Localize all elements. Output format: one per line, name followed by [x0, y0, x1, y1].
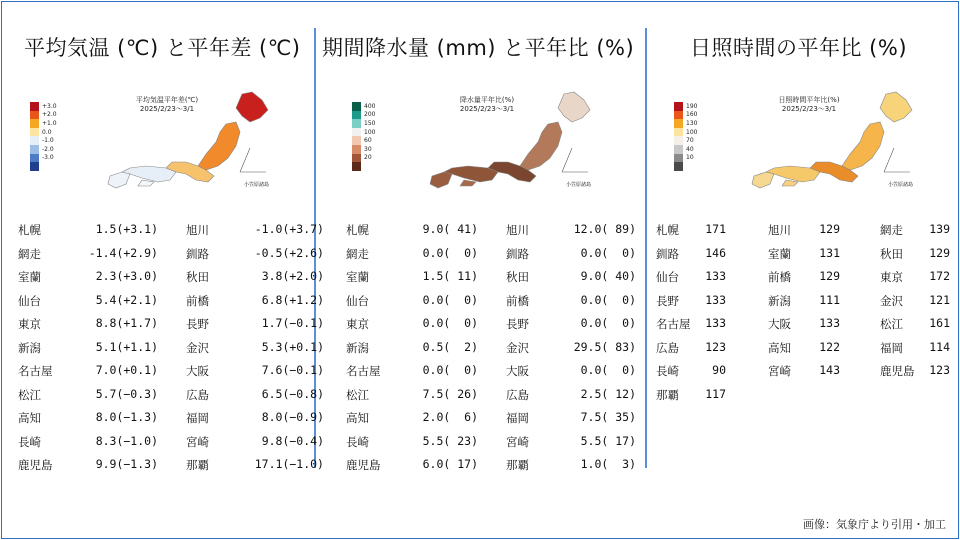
temperature-value: -0.5(+2.6) — [254, 245, 324, 260]
city-name: 長崎 — [18, 434, 41, 449]
sunshine-value: 122 — [819, 339, 840, 354]
city-name: 秋田 — [186, 270, 209, 284]
city-name: 名古屋 — [18, 364, 53, 378]
city-name: 福岡 — [186, 411, 209, 425]
precipitation-value: 2.5( 12) — [580, 386, 636, 401]
temperature-value: 6.8(+1.2) — [261, 292, 324, 307]
legend-item — [30, 154, 57, 163]
sunshine-value: 129 — [819, 269, 840, 283]
precipitation-map — [352, 88, 597, 200]
legend-label: 70 — [686, 137, 694, 145]
city-name: 鹿児島 — [18, 458, 53, 472]
sunshine-value: 114 — [929, 339, 950, 354]
temperature-value: 8.3(−1.0) — [95, 433, 158, 448]
legend-label: 30 — [364, 145, 372, 153]
legend-label: 0.0 — [42, 128, 52, 136]
legend-swatch — [352, 162, 361, 171]
temperature-map-period: 2025/2/23～3/1 — [139, 105, 195, 113]
sunshine-panel-title: 日照時間の平年比 (%) — [690, 36, 908, 60]
city-name: 広島 — [656, 340, 679, 355]
city-name: 松江 — [18, 387, 41, 402]
inset-divider — [240, 148, 266, 172]
legend-swatch — [674, 145, 683, 154]
legend-item — [352, 102, 375, 111]
city-name: 福岡 — [506, 411, 529, 425]
sunshine-value: 129 — [929, 245, 950, 260]
inset-label: 小笠原諸島 — [888, 182, 914, 188]
legend-swatch — [674, 119, 683, 128]
legend-swatch — [30, 119, 39, 128]
hokkaido-region — [880, 92, 912, 122]
legend-item — [30, 136, 57, 145]
legend-item — [30, 119, 57, 128]
legend-swatch — [674, 154, 683, 163]
temperature-value: 7.0(+0.1) — [95, 363, 158, 377]
hokkaido-region — [236, 92, 268, 122]
legend-swatch — [352, 145, 361, 154]
city-name: 東京 — [18, 317, 41, 331]
sunshine-map-title: 日照時間平年比(%) — [778, 96, 840, 104]
city-name: 新潟 — [346, 340, 369, 355]
legend-label: 20 — [364, 154, 372, 162]
sunshine-value: 123 — [929, 363, 950, 377]
city-name: 那覇 — [186, 458, 209, 472]
precipitation-map-title: 降水量平年比(%) — [459, 96, 515, 104]
city-name: 秋田 — [880, 246, 903, 261]
city-name: 仙台 — [346, 293, 369, 308]
legend-item — [674, 119, 697, 128]
city-name: 名古屋 — [346, 364, 381, 378]
city-name: 仙台 — [18, 293, 41, 308]
city-name: 新潟 — [768, 293, 791, 308]
legend-swatch — [30, 145, 39, 154]
legend-swatch — [30, 162, 39, 171]
city-name: 室蘭 — [18, 270, 41, 284]
legend-swatch — [30, 136, 39, 145]
sunshine-value: 111 — [819, 292, 840, 307]
city-name: 前橋 — [506, 293, 529, 308]
legend-swatch — [352, 102, 361, 111]
legend-swatch — [352, 136, 361, 145]
legend-item — [352, 128, 375, 137]
city-name: 大阪 — [186, 364, 209, 378]
precipitation-map-period: 2025/2/23～3/1 — [459, 105, 515, 113]
sunshine-value: 133 — [705, 269, 726, 283]
temperature-value: 8.0(−1.3) — [95, 410, 158, 424]
city-name: 旭川 — [768, 223, 791, 237]
sunshine-value: 161 — [929, 316, 950, 330]
city-name: 那覇 — [656, 387, 679, 402]
city-name: 長野 — [186, 317, 209, 331]
temperature-value: -1.4(+2.9) — [88, 245, 158, 260]
city-name: 札幌 — [656, 223, 679, 237]
temperature-value: 9.9(−1.3) — [95, 457, 158, 471]
temperature-value: 6.5(−0.8) — [261, 386, 324, 401]
legend-item — [352, 162, 375, 171]
sunshine-map — [674, 88, 919, 200]
legend-swatch — [352, 111, 361, 120]
sunshine-map-period: 2025/2/23～3/1 — [781, 105, 837, 113]
legend-label: -2.0 — [42, 145, 54, 153]
sunshine-value: 139 — [929, 222, 950, 236]
city-name: 前橋 — [186, 293, 209, 308]
legend-swatch — [674, 128, 683, 137]
city-name: 長野 — [656, 293, 679, 308]
sunshine-value: 131 — [819, 245, 840, 260]
legend-swatch — [352, 154, 361, 163]
tohoku-region — [842, 122, 884, 170]
city-name: 宮崎 — [768, 364, 791, 378]
city-name: 長崎 — [656, 364, 679, 378]
precipitation-value: 0.0( 0) — [422, 245, 478, 260]
sunshine-value: 123 — [705, 339, 726, 354]
tohoku-region — [198, 122, 240, 170]
precipitation-value: 0.0( 0) — [422, 363, 478, 377]
legend-label: -3.0 — [42, 154, 54, 162]
city-name: 金沢 — [880, 293, 903, 308]
city-name: 前橋 — [768, 270, 791, 284]
precipitation-value: 7.5( 26) — [422, 386, 478, 401]
temperature-value: 17.1(−1.0) — [254, 457, 324, 471]
precipitation-value: 5.5( 23) — [422, 433, 478, 448]
legend-item — [352, 111, 375, 120]
inset-divider — [884, 148, 910, 172]
sunshine-value: 133 — [705, 316, 726, 330]
city-name: 金沢 — [506, 340, 529, 355]
legend-item — [30, 162, 57, 171]
temperature-map-legend — [30, 102, 57, 171]
legend-item — [30, 111, 57, 120]
temperature-value: 3.8(+2.0) — [261, 269, 324, 283]
city-name: 網走 — [18, 246, 41, 261]
temperature-value: 8.8(+1.7) — [95, 316, 158, 330]
legend-item — [352, 136, 375, 145]
city-name: 高知 — [768, 340, 791, 355]
legend-swatch — [352, 119, 361, 128]
city-name: 宮崎 — [186, 434, 209, 449]
temperature-value: 5.1(+1.1) — [95, 339, 158, 354]
legend-label: -1.0 — [42, 137, 54, 145]
sunshine-value: 121 — [929, 292, 950, 307]
legend-swatch — [352, 128, 361, 137]
city-name: 札幌 — [18, 223, 41, 237]
legend-label: 150 — [364, 119, 376, 127]
legend-label: 60 — [364, 137, 372, 145]
precipitation-value: 0.0( 0) — [580, 292, 636, 307]
precipitation-value: 5.5( 17) — [580, 433, 636, 448]
legend-item — [674, 128, 697, 137]
legend-item — [674, 154, 697, 163]
temperature-value: 5.3(+0.1) — [261, 339, 324, 354]
temperature-value: 1.7(−0.1) — [261, 316, 324, 330]
legend-swatch — [30, 128, 39, 137]
sunshine-value: 133 — [819, 316, 840, 330]
legend-swatch — [674, 111, 683, 120]
legend-label: 100 — [686, 128, 698, 136]
city-name: 広島 — [186, 387, 209, 402]
legend-label: +3.0 — [42, 102, 57, 110]
precipitation-value: 1.0( 3) — [580, 457, 636, 471]
city-name: 長野 — [506, 317, 529, 331]
temperature-value: 5.7(−0.3) — [95, 386, 158, 401]
kyushu-region — [430, 172, 452, 188]
legend-label: 160 — [686, 111, 698, 119]
city-name: 高知 — [346, 411, 369, 425]
sunshine-value: 172 — [929, 269, 950, 283]
city-name: 松江 — [346, 387, 369, 402]
city-name: 高知 — [18, 411, 41, 425]
city-name: 網走 — [880, 223, 903, 237]
legend-label: 100 — [364, 128, 376, 136]
city-name: 釧路 — [656, 246, 679, 261]
legend-swatch — [30, 111, 39, 120]
city-name: 網走 — [346, 246, 369, 261]
city-name: 釧路 — [186, 246, 209, 261]
precipitation-value: 0.0( 0) — [580, 363, 636, 377]
legend-label: 10 — [686, 154, 694, 162]
city-name: 福岡 — [880, 340, 903, 355]
precipitation-value: 29.5( 83) — [573, 339, 636, 354]
precipitation-panel-title: 期間降水量 (mm) と平年比 (%) — [322, 36, 635, 60]
precipitation-value: 0.5( 2) — [422, 339, 478, 354]
temperature-value: 5.4(+2.1) — [95, 292, 158, 307]
legend-label: 130 — [686, 119, 698, 127]
temperature-value: 8.0(−0.9) — [261, 410, 324, 424]
city-name: 室蘭 — [768, 246, 791, 261]
precipitation-value: 2.0( 6) — [422, 410, 478, 424]
legend-item — [352, 119, 375, 128]
legend-item — [30, 102, 57, 111]
shikoku-region — [460, 180, 476, 186]
hokkaido-region — [558, 92, 590, 122]
precipitation-value: 0.0( 0) — [580, 245, 636, 260]
legend-item — [352, 145, 375, 154]
temperature-value: 9.8(−0.4) — [261, 433, 324, 448]
legend-item — [674, 145, 697, 154]
city-name: 旭川 — [186, 223, 209, 237]
inset-label: 小笠原諸島 — [566, 182, 592, 188]
precipitation-map-legend — [352, 102, 375, 171]
legend-item — [30, 128, 57, 137]
legend-label: +1.0 — [42, 119, 57, 127]
sunshine-value: 133 — [705, 292, 726, 307]
city-name: 札幌 — [346, 223, 369, 237]
shikoku-region — [782, 180, 798, 186]
legend-swatch — [674, 162, 683, 171]
precipitation-value: 6.0( 17) — [422, 457, 478, 471]
precipitation-value: 0.0( 0) — [422, 316, 478, 330]
precipitation-value: 0.0( 0) — [422, 292, 478, 307]
legend-item — [674, 162, 697, 171]
inset-label: 小笠原諸島 — [244, 182, 270, 188]
city-name: 鹿児島 — [346, 458, 381, 472]
sunshine-value: 143 — [819, 363, 840, 377]
precipitation-value: 1.5( 11) — [422, 269, 478, 283]
sunshine-value: 171 — [705, 222, 726, 236]
panel-divider-2 — [645, 28, 647, 468]
legend-label: 190 — [686, 102, 698, 110]
sunshine-value: 129 — [819, 222, 840, 236]
legend-item — [674, 102, 697, 111]
city-name: 新潟 — [18, 340, 41, 355]
city-name: 松江 — [880, 317, 903, 331]
temperature-value: -1.0(+3.7) — [254, 222, 324, 236]
kyushu-region — [752, 172, 774, 188]
legend-item — [674, 136, 697, 145]
temperature-map — [30, 88, 275, 200]
city-name: 仙台 — [656, 270, 679, 284]
legend-label: 200 — [364, 111, 376, 119]
image-credit: 画像：気象庁より引用・加工 — [803, 518, 946, 531]
legend-swatch — [674, 136, 683, 145]
legend-label: 40 — [686, 145, 694, 153]
legend-item — [674, 111, 697, 120]
inset-divider — [562, 148, 588, 172]
city-name: 名古屋 — [656, 317, 691, 331]
city-name: 那覇 — [506, 458, 529, 472]
tohoku-region — [520, 122, 562, 170]
precipitation-value: 12.0( 89) — [573, 222, 636, 236]
temperature-map-title: 平均気温平年差(℃) — [135, 96, 199, 104]
precipitation-value: 9.0( 40) — [580, 269, 636, 283]
temperature-value: 1.5(+3.1) — [95, 222, 158, 236]
city-name: 旭川 — [506, 223, 529, 237]
city-name: 東京 — [880, 270, 903, 284]
precipitation-value: 0.0( 0) — [580, 316, 636, 330]
legend-swatch — [30, 154, 39, 163]
legend-label: 400 — [364, 102, 376, 110]
city-name: 東京 — [346, 317, 369, 331]
kyushu-region — [108, 172, 130, 188]
city-name: 大阪 — [506, 364, 529, 378]
legend-item — [30, 145, 57, 154]
city-name: 宮崎 — [506, 434, 529, 449]
sunshine-value: 117 — [705, 386, 726, 401]
precipitation-value: 9.0( 41) — [422, 222, 478, 236]
temperature-value: 2.3(+3.0) — [95, 269, 158, 283]
sunshine-map-legend — [674, 102, 697, 171]
precipitation-value: 7.5( 35) — [580, 410, 636, 424]
city-name: 大阪 — [768, 317, 791, 331]
legend-swatch — [674, 102, 683, 111]
temperature-value: 7.6(−0.1) — [261, 363, 324, 377]
city-name: 室蘭 — [346, 270, 369, 284]
sunshine-value: 90 — [712, 363, 726, 377]
city-name: 金沢 — [186, 340, 209, 355]
legend-swatch — [30, 102, 39, 111]
temperature-panel-title: 平均気温 (℃) と平年差 (℃) — [24, 36, 301, 60]
city-name: 長崎 — [346, 434, 369, 449]
legend-label: +2.0 — [42, 111, 57, 119]
sunshine-value: 146 — [705, 245, 726, 260]
city-name: 鹿児島 — [880, 364, 915, 378]
city-name: 秋田 — [506, 270, 529, 284]
shikoku-region — [138, 180, 154, 186]
city-name: 釧路 — [506, 246, 529, 261]
legend-item — [352, 154, 375, 163]
city-name: 広島 — [506, 387, 529, 402]
